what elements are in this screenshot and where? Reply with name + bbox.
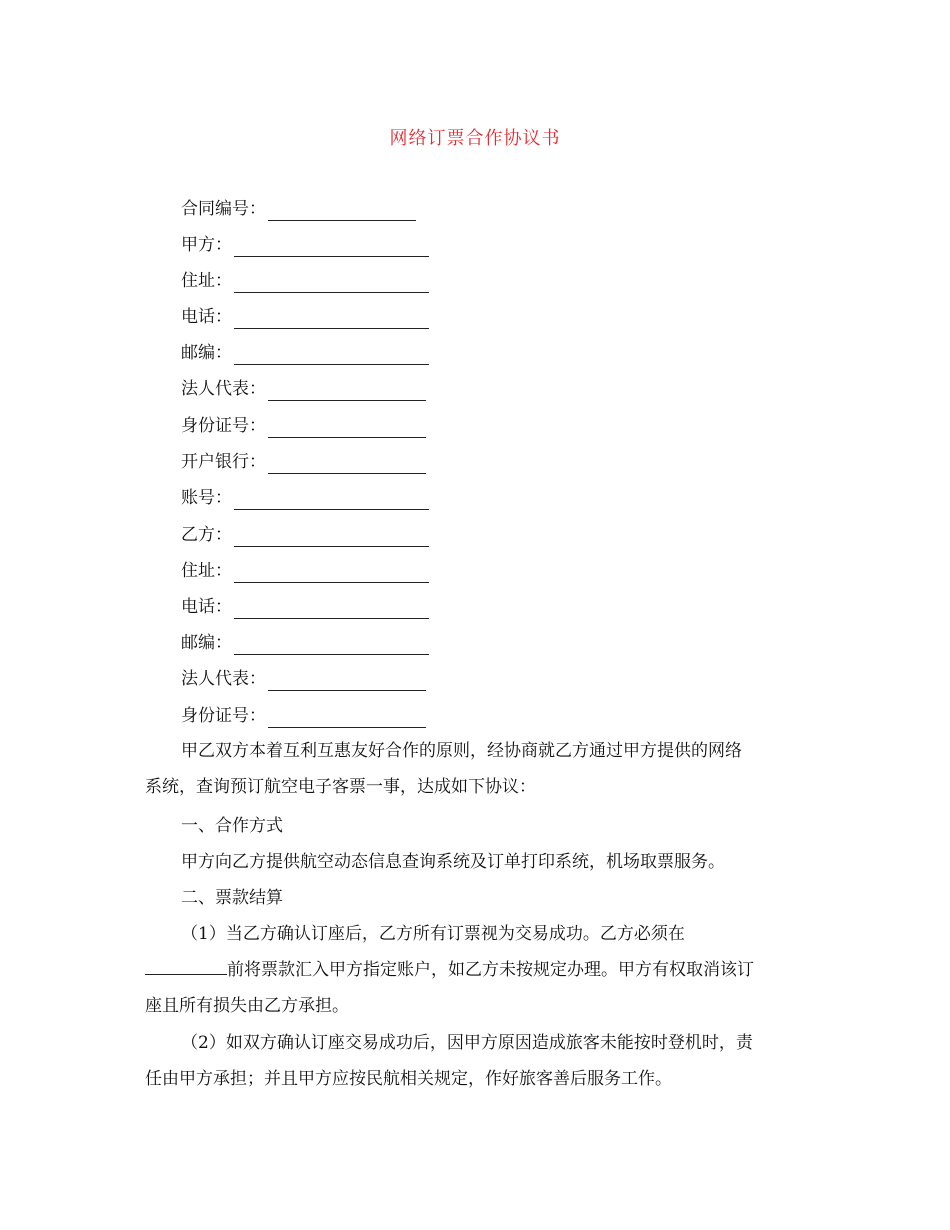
- field-label: 邮编：: [181, 343, 232, 363]
- field-a-account: [181, 486, 429, 510]
- field-b-legal-rep: [181, 667, 426, 691]
- field-b-id-number: [181, 704, 426, 728]
- field-blank[interactable]: [234, 636, 429, 655]
- field-blank[interactable]: [268, 455, 426, 474]
- field-blank[interactable]: [234, 528, 429, 547]
- field-blank[interactable]: [268, 672, 426, 691]
- field-label: 甲方：: [181, 235, 232, 255]
- field-label: 住址：: [181, 271, 232, 291]
- clause-1: [145, 916, 810, 1024]
- document-title: 网络订票合作协议书: [389, 128, 561, 149]
- field-label: 电话：: [181, 307, 232, 327]
- field-b-phone: [181, 595, 429, 619]
- field-blank[interactable]: [234, 346, 429, 365]
- field-a-phone: [181, 305, 429, 329]
- intro-line: 系统，查询预订航空电子客票一事，达成如下协议：: [145, 777, 536, 797]
- clause-text: 前将票款汇入甲方指定账户，如乙方未按规定办理。甲方有权取消该订: [227, 960, 754, 980]
- field-label: 开户银行：: [181, 452, 266, 472]
- field-blank[interactable]: [268, 709, 426, 728]
- intro-paragraph: [145, 733, 810, 805]
- field-b-address: [181, 559, 429, 583]
- field-blank[interactable]: [234, 600, 429, 619]
- field-label: 乙方：: [181, 525, 232, 545]
- field-b-postcode: [181, 631, 429, 655]
- field-blank[interactable]: [268, 419, 426, 438]
- field-a-bank: [181, 450, 426, 474]
- field-a-address: [181, 269, 429, 293]
- field-a-id-number: [181, 414, 426, 438]
- clause-line: [145, 952, 810, 988]
- deadline-blank[interactable]: [145, 956, 227, 975]
- section-text: 甲方向乙方提供航空动态信息查询系统及订单打印系统，机场取票服务。: [181, 852, 725, 872]
- field-a-legal-rep: [181, 377, 426, 401]
- field-label: 法人代表：: [181, 669, 266, 689]
- clause-line: 任由甲方承担；并且甲方应按民航相关规定，作好旅客善后服务工作。: [145, 1069, 672, 1089]
- field-a-postcode: [181, 341, 429, 365]
- field-blank[interactable]: [268, 202, 416, 221]
- field-contract-number: [181, 197, 416, 221]
- field-blank[interactable]: [234, 274, 429, 293]
- clause-line: （2）如双方确认订座交易成功后，因甲方原因造成旅客未能按时登机时，责: [181, 1033, 753, 1053]
- section-heading: 二、票款结算: [181, 888, 283, 908]
- field-label: 邮编：: [181, 633, 232, 653]
- field-label: 合同编号：: [181, 199, 266, 219]
- field-party-a: [181, 233, 429, 257]
- field-blank[interactable]: [268, 382, 426, 401]
- field-label: 住址：: [181, 561, 232, 581]
- field-blank[interactable]: [234, 564, 429, 583]
- field-blank[interactable]: [234, 491, 429, 510]
- field-blank[interactable]: [234, 238, 429, 257]
- field-label: 账号：: [181, 488, 232, 508]
- clause-2: [145, 1025, 810, 1097]
- clause-line: （1）当乙方确认订座后，乙方所有订票视为交易成功。乙方必须在: [181, 924, 685, 944]
- clause-line: 座且所有损失由乙方承担。: [145, 996, 349, 1016]
- section-heading: 一、合作方式: [181, 816, 283, 836]
- field-party-b: [181, 523, 429, 547]
- field-label: 电话：: [181, 597, 232, 617]
- intro-line: 甲乙双方本着互利互惠友好合作的原则，经协商就乙方通过甲方提供的网络: [181, 741, 742, 761]
- field-label: 身份证号：: [181, 706, 266, 726]
- field-label: 法人代表：: [181, 379, 266, 399]
- field-blank[interactable]: [234, 310, 429, 329]
- field-label: 身份证号：: [181, 416, 266, 436]
